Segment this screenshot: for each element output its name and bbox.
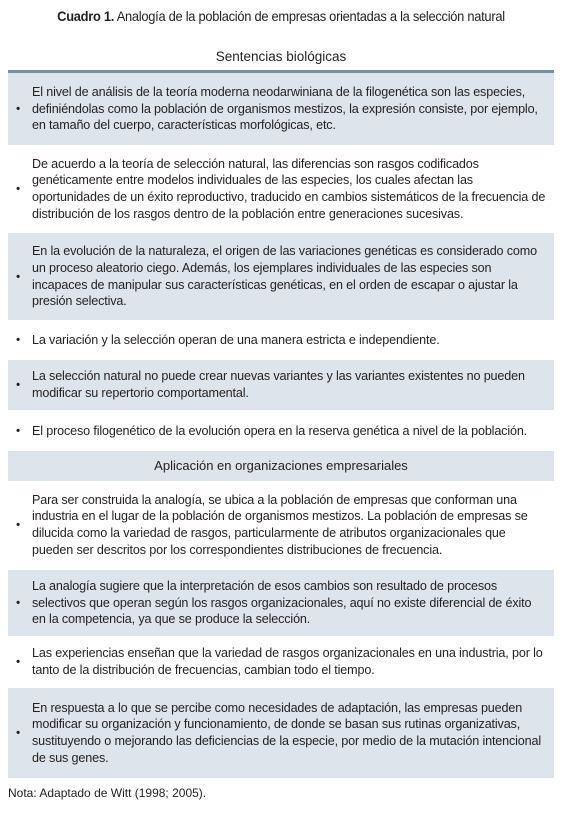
list-item [8, 73, 554, 145]
list-item [8, 640, 554, 684]
list-item-text: Para ser construida la analogía, se ubica a la población de empresas que conforman una industria en el lugar de la población de organismos mestizos. La población de empresas se dilucida como la variedad de rasgos, particularmente de atributos organizacionales que pueden ser descritos por los correspondientes distribuciones de frecuencia. [32, 492, 528, 557]
list-item-text: La selección natural no puede crear nuevas variantes y las variantes existentes no pueden modificar su repertorio comportamental. [32, 369, 525, 400]
list-item-text: En la evolución de la naturaleza, el origen de las variaciones genéticas es considerado como un proceso aleatorio ciego. Además, los ejemplares individuales de las especies son incapaces de manipular sus características genéticas, en el orden de escapar o ajustar la presión selectiva. [32, 244, 537, 309]
list-item [8, 484, 554, 566]
list-item-text: La variación y la selección operan de una manera estricta e independiente. [32, 332, 440, 347]
bullet: • [16, 101, 21, 116]
bullet: • [16, 725, 21, 740]
table-note: Nota: Adaptado de Witt (1998; 2005). [8, 786, 207, 800]
bullet: • [16, 332, 21, 347]
bullet: • [16, 654, 21, 669]
list-item [8, 570, 554, 636]
list-item [8, 688, 554, 778]
list-item [8, 414, 554, 448]
bullet: • [16, 595, 21, 610]
list-item [8, 360, 554, 410]
section-heading-biological: Sentencias biológicas [215, 49, 347, 64]
list-item [8, 149, 554, 229]
list-item-text: La analogía sugiere que la interpretación de esos cambios son resultado de procesos selectivos que operan según los rasgos organizacionales, aquí no existe diferencial de éxito en la competencia, ya que se produce la selección. [32, 579, 532, 627]
caption-label: Cuadro 1. [57, 8, 115, 24]
list-item-text: El proceso filogenético de la evolución opera en la reserva genética a nivel de la población. [32, 423, 528, 438]
bullet: • [16, 423, 21, 438]
section-heading-business: Aplicación en organizaciones empresariales [8, 451, 554, 481]
bullet: • [16, 377, 21, 392]
bullet: • [16, 181, 21, 196]
list-item [8, 233, 554, 320]
list-item-text: El nivel de análisis de la teoría moderna neodarwiniana de la filogenética son las especies, definiéndolas como la población de organismos mestizos, la expresión consiste, por ejemplo, en tamaño del cuerpo, características morfológicas, etc. [32, 85, 538, 133]
bullet: • [16, 517, 21, 532]
list-item-text: De acuerdo a la teoría de selección natural, las diferencias son rasgos codificados genéticamente entre modelos individuales de las especies, los cuales afectan las oportunidades de un éxito reproductivo, traducido en cambios sistemáticos de la frecuencia de distribución de los rasgos dentro de la población entre generaciones sucesivas. [32, 156, 546, 221]
table-caption [22, 8, 539, 24]
list-item-text: Las experiencias enseñan que la variedad de rasgos organizacionales en una industria, por lo tanto de la distribución de frecuencias, cambian todo el tiempo. [32, 646, 543, 677]
caption-text: Analogía de la población de empresas orientadas a la selección natural [116, 8, 505, 24]
list-item [8, 324, 554, 356]
bullet: • [16, 269, 21, 284]
list-item-text: En respuesta a lo que se percibe como necesidades de adaptación, las empresas pueden modificar su organización y funcionamiento, de donde se basan sus rutinas organizativas, sustituyendo o mejorando las deficiencias de la especie, por medio de la mutación intencional de sus genes. [32, 700, 542, 765]
